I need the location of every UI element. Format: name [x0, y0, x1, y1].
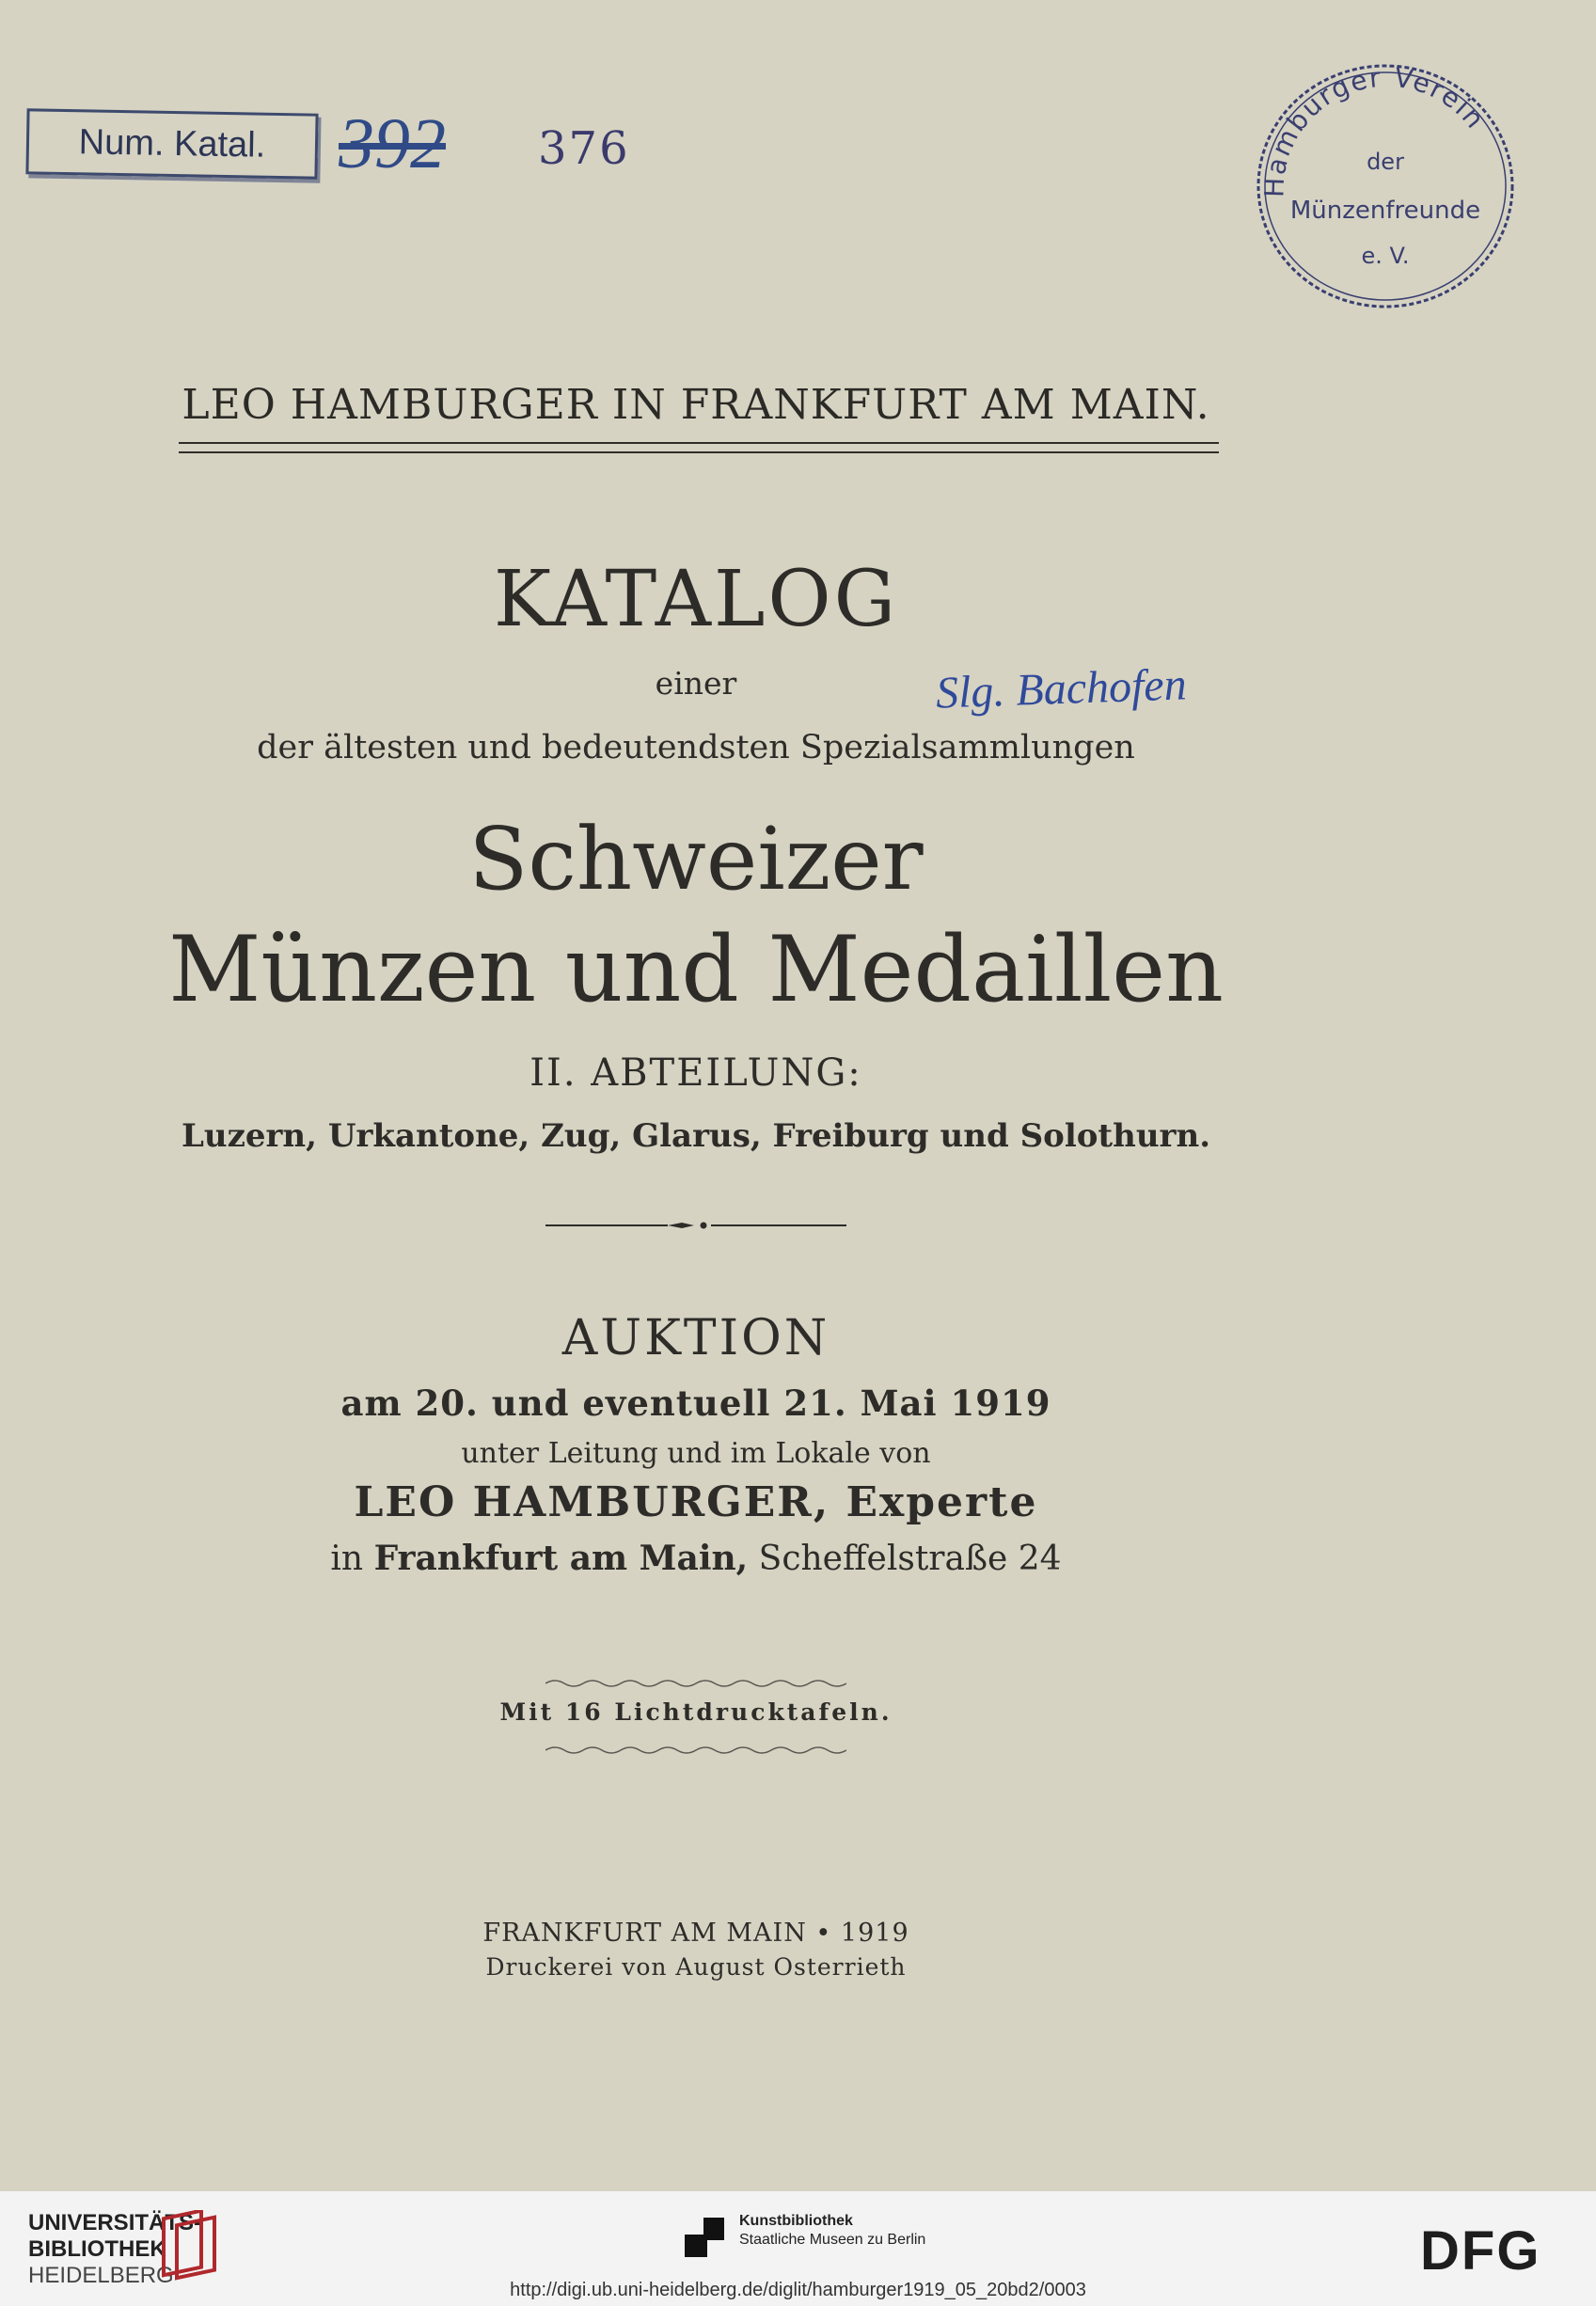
kunstbibliothek-title: Kunstbibliothek [739, 2213, 853, 2229]
subheading-collections: der ältesten und bedeutendsten Spezialsammlungen [257, 729, 1135, 766]
imprint-city-year: FRANKFURT AM MAIN • 1919 [482, 1919, 909, 1948]
auction-heading: AUKTION [561, 1310, 830, 1366]
catalog-heading: KATALOG [493, 555, 899, 644]
kunstbibliothek-label [739, 2212, 925, 2250]
stamp-ring-text: Hamburger Verein [1258, 61, 1492, 198]
library-line-3: HEIDELBERG [28, 2263, 174, 2288]
regions-list: Luzern, Urkantone, Zug, Glarus, Freiburg und Solothurn. [181, 1117, 1211, 1155]
catalog-label-text: Num. Katal. [78, 121, 266, 166]
wavy-rule-bottom [545, 1745, 846, 1756]
imprint-printer: Druckerei von August Osterrieth [485, 1953, 907, 1981]
publisher-line: LEO HAMBURGER IN FRANKFURT AM MAIN. [182, 381, 1210, 429]
auction-date: am 20. und eventuell 21. Mai 1919 [340, 1382, 1051, 1424]
auction-management: unter Leitung und im Lokale von [461, 1437, 931, 1470]
double-rule-bottom [179, 451, 1219, 453]
crossed-out-number: 392 [339, 104, 446, 183]
auction-address [0, 1539, 1392, 1578]
title-line-2: Münzen und Medaillen [168, 917, 1224, 1022]
stamp-line-2: Münzenfreunde [1289, 197, 1481, 225]
plates-note: Mit 16 Lichtdrucktafeln. [499, 1698, 893, 1726]
library-line-2: BIBLIOTHEK [28, 2236, 166, 2262]
section-label: II. ABTEILUNG: [529, 1051, 862, 1095]
university-library-logo-icon [160, 2210, 220, 2285]
dfg-logo: DFG [1420, 2220, 1541, 2282]
svg-text:Hamburger Verein [1258, 62, 1492, 198]
society-stamp [1246, 56, 1519, 310]
stamp-line-3: e. V. [1361, 243, 1410, 269]
permalink-url[interactable]: http://digi.ub.uni-heidelberg.de/diglit/hamburger1919_05_20bd2/0003 [510, 2280, 1086, 2300]
wavy-rule-top [545, 1678, 846, 1689]
stamp-line-1: der [1367, 149, 1404, 175]
library-line-1: UNIVERSITÄTS- [28, 2210, 202, 2235]
subheading-einer: einer [655, 665, 737, 702]
catalog-label-box [25, 108, 318, 179]
catalog-number: 376 [538, 122, 630, 175]
address-street: Scheffelstraße 24 [758, 1540, 1062, 1578]
auction-expert: LEO HAMBURGER, Experte [354, 1478, 1038, 1526]
ornament-divider [545, 1221, 846, 1230]
double-rule-top [179, 442, 1219, 444]
address-prefix: in [330, 1540, 364, 1578]
handwritten-note: Slg. Bachofen [935, 659, 1188, 719]
address-city: Frankfurt am Main, [373, 1539, 749, 1578]
kunstbibliothek-subtitle: Staatliche Museen zu Berlin [739, 2232, 926, 2248]
kunstbibliothek-logo-icon [679, 2212, 730, 2263]
title-line-1: Schweizer [468, 809, 924, 909]
digitization-footer [0, 2191, 1596, 2306]
